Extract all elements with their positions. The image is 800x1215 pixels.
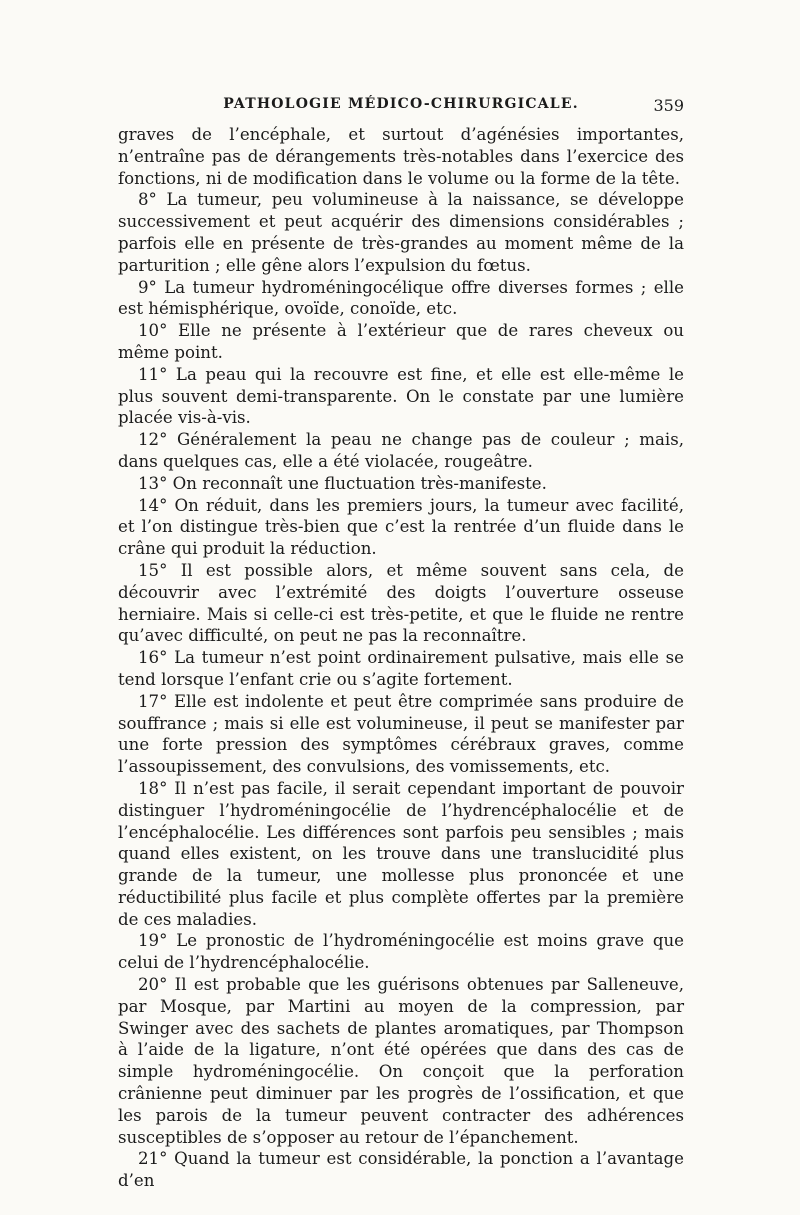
paragraph-20: 20° Il est probable que les guérisons obtenues par Salleneuve, par Mosque, par Martini au moyen de la compression, par Swinger avec des sachets de plantes aromatiques, par Thompson à l’aide de la ligature, n’ont été opérées que dans des cas de simple hydroméningocélie. On conçoit que la perforation crânienne peut diminuer par les progrès de l’ossification, et que les parois de la tumeur peuvent contracter des adhérences susceptibles de s’opposer au retour de l’épanchement. [118,975,684,1147]
paragraph-15: 15° Il est possible alors, et même souvent sans cela, de découvrir avec l’extrémité des doigts l’ouverture osseuse herniaire. Mais si celle-ci est très-petite, et que le fluide ne rentre qu’avec difficulté, on peut ne pas la reconnaître. [118,560,684,646]
paragraph-10: 10° Elle ne présente à l’extérieur que de rares cheveux ou même point. [118,321,684,362]
paragraph-19: 19° Le pronostic de l’hydroméningocélie est moins grave que celui de l’hydrencéphalocélie. [118,931,684,973]
paragraph-13: 13° On reconnaît une fluctuation très-manifeste. [138,473,547,493]
paragraph-9: 9° La tumeur hydroméningocélique offre diverses formes ; elle est hémisphérique, ovoïde, conoïde, etc. [118,277,684,319]
body-text [118,124,684,1192]
page-number: 359 [653,96,684,115]
paragraph-21: 21° Quand la tumeur est considérable, la ponction a l’avantage d’en [118,1149,684,1191]
paragraph-17: 17° Elle est indolente et peut être comprimée sans produire de souffrance ; mais si elle est volumineuse, il peut se manifester par une forte pression des symptômes cérébraux graves, comme l’assoupissement, des convulsions, des vomissements, etc. [118,691,684,777]
paragraph-11: 11° La peau qui la recouvre est fine, et elle est elle-même le plus souvent demi-transparente. On le constate par une lumière placée vis-à-vis. [118,364,684,428]
paragraph-continuation: graves de l’encéphale, et surtout d’agénésies importantes, n’entraîne pas de dérangements très-notables dans l’exercice des fonctions, ni de modification dans le volume ou la forme de la tête. [118,125,684,188]
paragraph-12: 12° Généralement la peau ne change pas de couleur ; mais, dans quelques cas, elle a été violacée, rougeâtre. [118,430,684,471]
paragraph-14: 14° On réduit, dans les premiers jours, la tumeur avec facilité, et l’on distingue très-bien que c’est la rentrée d’un fluide dans le crâne qui produit la réduction. [118,495,684,559]
paragraph-16: 16° La tumeur n’est point ordinairement pulsative, mais elle se tend lorsque l’enfant crie ou s’agite fortement. [118,648,684,689]
running-title: PATHOLOGIE MÉDICO-CHIRURGICALE. [223,96,579,112]
running-head [118,96,684,120]
paragraph-8: 8° La tumeur, peu volumineuse à la naissance, se développe successivement et peut acquérir des dimensions considérables ; parfois elle en présente de très-grandes au moment même de la parturition ; elle gêne alors l’expulsion du fœtus. [118,190,684,275]
paragraph-18: 18° Il n’est pas facile, il serait cependant important de pouvoir distinguer l’hydroméningocélie de l’hydrencéphalocélie et de l’encéphalocélie. Les différences sont parfois peu sensibles ; mais quand elles existent, on les trouve dans une translucidité plus grande de la tumeur, une mollesse plus prononcée et une réductibilité plus facile et plus complète offertes par la première de ces maladies. [118,778,684,929]
